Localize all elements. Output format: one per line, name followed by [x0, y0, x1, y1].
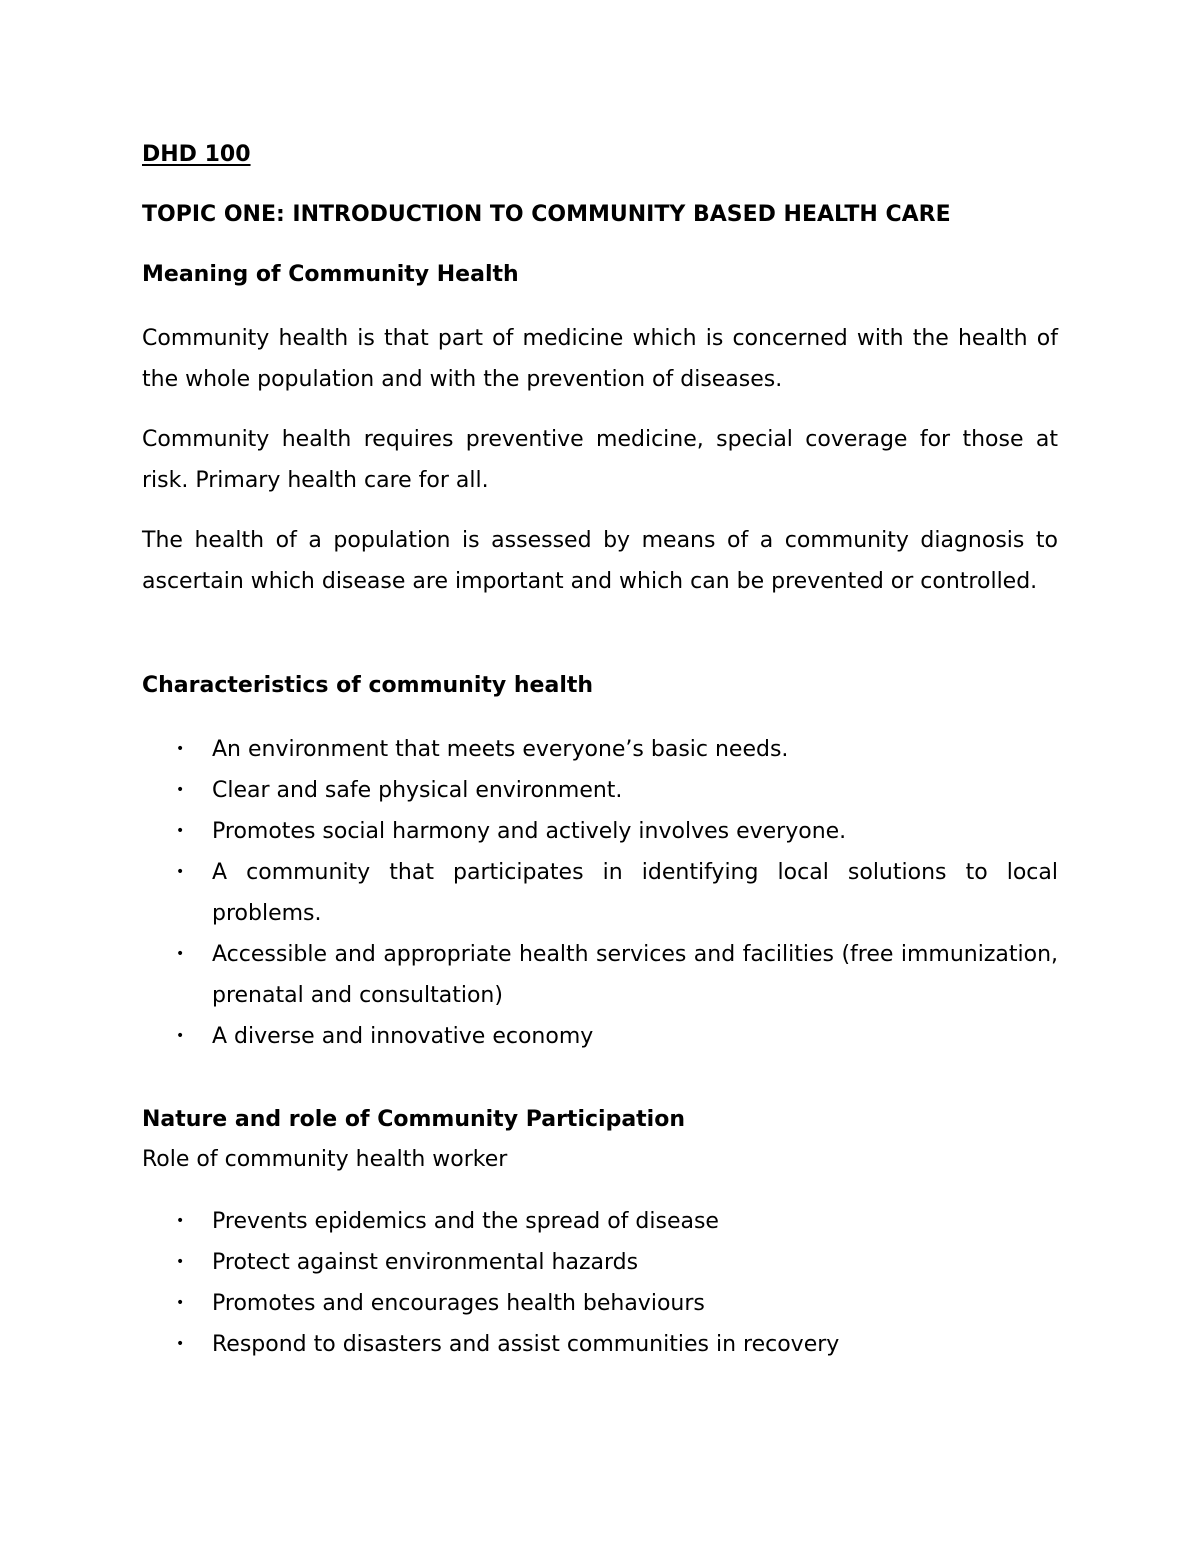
list-item-text: A diverse and innovative economy: [212, 1024, 594, 1049]
paragraph-definition: Community health is that part of medicine which is concerned with the health of the whole population and with the prevention of diseases.: [142, 326, 1058, 392]
list-item-text: A community that participates in identifying local solutions to local problems.: [212, 860, 1058, 926]
list-item-text: Respond to disasters and assist communities in recovery: [212, 1332, 840, 1357]
bullet-icon: •: [176, 1295, 185, 1311]
paragraph-requirements: Community health requires preventive medicine, special coverage for those at risk. Primary health care for all.: [142, 427, 1058, 493]
list-item: [142, 811, 1058, 852]
list-item-text: An environment that meets everyone’s basic needs.: [212, 737, 789, 762]
spacer: [142, 621, 1058, 671]
list-item: [142, 1201, 1058, 1242]
list-item: [142, 1016, 1058, 1057]
list-item: [142, 1283, 1058, 1324]
document-page: [142, 140, 1058, 1365]
list-item: [142, 729, 1058, 770]
bullet-icon: •: [176, 1336, 185, 1352]
characteristics-list: [142, 729, 1058, 1057]
section-heading-meaning: Meaning of Community Health: [142, 262, 519, 287]
list-item-text: Clear and safe physical environment.: [212, 778, 623, 803]
list-item-text: Protect against environmental hazards: [212, 1250, 639, 1275]
bullet-icon: •: [176, 1254, 185, 1270]
bullet-icon: •: [176, 1028, 185, 1044]
health-worker-roles-list: [142, 1201, 1058, 1365]
bullet-icon: •: [176, 864, 185, 880]
section-heading-participation: Nature and role of Community Participation: [142, 1107, 685, 1132]
list-item-text: Promotes and encourages health behaviours: [212, 1291, 705, 1316]
subheading-health-worker: Role of community health worker: [142, 1147, 508, 1172]
bullet-icon: •: [176, 782, 185, 798]
list-item: [142, 1242, 1058, 1283]
list-item: [142, 852, 1058, 934]
list-item-text: Promotes social harmony and actively involves everyone.: [212, 819, 847, 844]
bullet-icon: •: [176, 1213, 185, 1229]
paragraph-assessment: The health of a population is assessed by means of a community diagnosis to ascertain which disease are important and which can be prevented or controlled.: [142, 528, 1058, 594]
topic-title: TOPIC ONE: INTRODUCTION TO COMMUNITY BASED HEALTH CARE: [142, 202, 951, 227]
list-item: [142, 770, 1058, 811]
course-code: DHD 100: [142, 142, 251, 167]
bullet-icon: •: [176, 741, 185, 757]
bullet-icon: •: [176, 946, 185, 962]
spacer: [142, 1057, 1058, 1105]
list-item: [142, 934, 1058, 1016]
list-item-text: Prevents epidemics and the spread of disease: [212, 1209, 719, 1234]
list-item-text: Accessible and appropriate health services and facilities (free immunization, prenatal and consultation): [212, 942, 1058, 1008]
bullet-icon: •: [176, 823, 185, 839]
list-item: [142, 1324, 1058, 1365]
section-heading-characteristics: Characteristics of community health: [142, 673, 594, 698]
